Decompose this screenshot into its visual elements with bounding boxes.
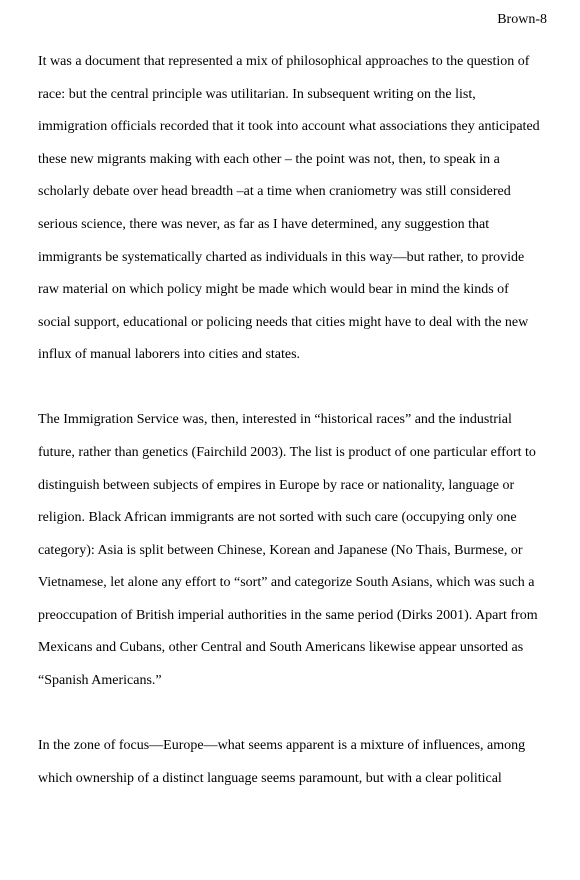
- text-line: raw material on which policy might be made which would bear in mind the kinds of: [38, 282, 509, 297]
- text-line: religion. Black African immigrants are not sorted with such care (occupying only one: [38, 510, 517, 525]
- text-line: influx of manual laborers into cities and states.: [38, 347, 301, 362]
- text-line: In the zone of focus—Europe—what seems apparent is a mixture of influences, among: [38, 738, 526, 753]
- text-line: scholarly debate over head breadth –at a time when craniometry was still considered: [38, 184, 511, 199]
- text-line: future, rather than genetics (Fairchild 2003). The list is product of one particular effort to: [38, 445, 536, 460]
- text-line: It was a document that represented a mix of philosophical approaches to the question of: [38, 54, 530, 69]
- text-line: serious science, there was never, as far as I have determined, any suggestion that: [38, 217, 490, 232]
- text-line: category): Asia is split between Chinese, Korean and Japanese (No Thais, Burmese, or: [38, 543, 523, 558]
- text-line: “Spanish Americans.”: [38, 673, 162, 688]
- text-line: distinguish between subjects of empires in Europe by race or nationality, language or: [38, 478, 515, 493]
- text-line: Vietnamese, let alone any effort to “sort” and categorize South Asians, which was such a: [38, 575, 535, 590]
- text-line: The Immigration Service was, then, interested in “historical races” and the industrial: [38, 412, 512, 427]
- text-line: social support, educational or policing needs that cities might have to deal with the new: [38, 315, 529, 330]
- text-line: these new migrants making with each other – the point was not, then, to speak in a: [38, 152, 500, 167]
- text-line: preoccupation of British imperial authorities in the same period (Dirks 2001). Apart from: [38, 608, 538, 623]
- text-line: immigration officials recorded that it took into account what associations they anticipated: [38, 119, 540, 134]
- text-line: race: but the central principle was utilitarian. In subsequent writing on the list,: [38, 87, 476, 102]
- text-line: immigrants be systematically charted as individuals in this way—but rather, to provide: [38, 250, 525, 265]
- running-head: Brown-8: [497, 12, 547, 27]
- text-line: Mexicans and Cubans, other Central and South Americans likewise appear unsorted as: [38, 640, 524, 655]
- text-line: which ownership of a distinct language seems paramount, but with a clear political: [38, 771, 502, 786]
